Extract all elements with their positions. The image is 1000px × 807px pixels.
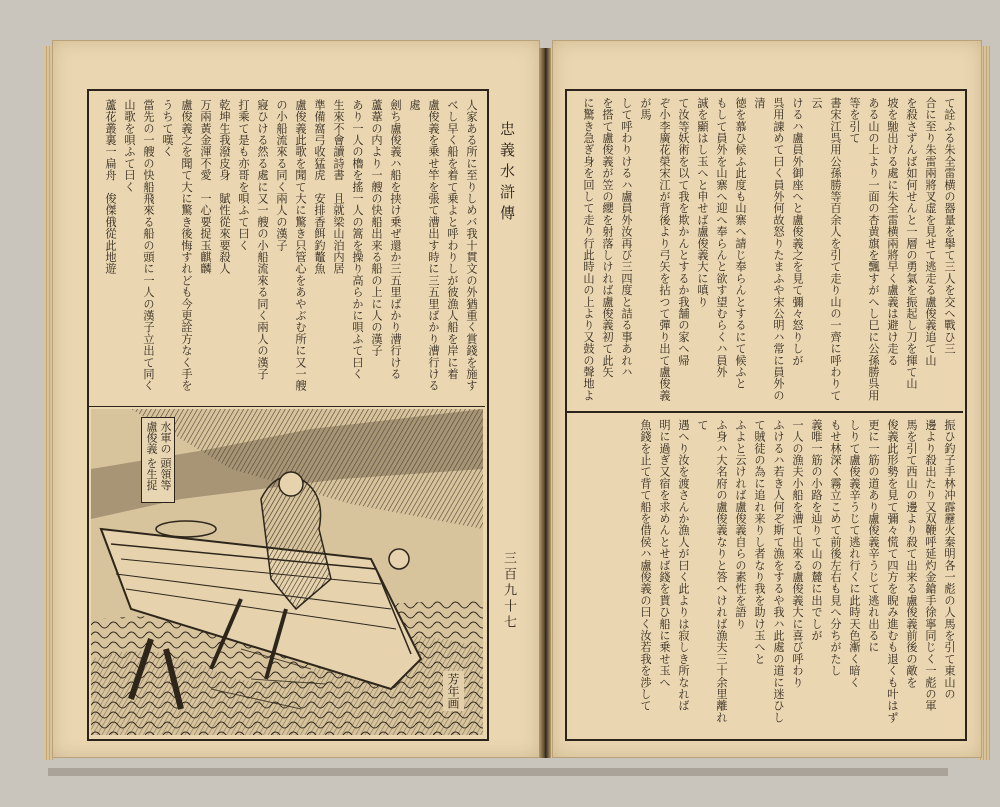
text-column: 當先の一艘の快船飛來る船の頭に一人の漢子立出て同く <box>142 99 155 392</box>
artist-signature: 芳年画 <box>443 671 464 711</box>
text-column: 盧俊義之を聞て大に驚き後悔すれども今更詮方なく手をうちて嘆く <box>161 99 193 392</box>
text-column: 劍ち盧俊義ハ船を挟け乗ぜ還か三五里ばかり漕行ける <box>389 99 402 380</box>
text-column: あり一人の櫓を搖一人の篙を操り高らかに唄ふて曰く <box>351 99 364 380</box>
text-column: 盧俊義此歌を聞て大に驚き只管心をあやぶむ所に又一艘の小船流來る同く兩人の漢子 <box>275 99 307 392</box>
text-column: して呼わりけるハ盧員外汝再び三四度と詰る事あれハ <box>620 97 633 378</box>
text-column: 一人の漁夫小船を漕て出來る盧俊義大に喜び呼わり <box>791 419 804 689</box>
open-book <box>42 40 956 770</box>
text-column: 徳を慕ひ候ふ此度も山寨へ請じ奉らんとするにて候ふと <box>734 97 747 390</box>
running-title: 忠義水滸傳 <box>498 121 516 226</box>
text-column: 生來不會讀詩書 且就梁山泊内居 <box>332 99 345 275</box>
text-column: 更に一筋の道あり盧俊義辛うじて逃れ出るに <box>867 419 880 653</box>
text-column: 坡を馳出ける處に朱全雷横兩將早く盧義は避け走る <box>886 97 899 367</box>
text-column: 乾坤生我潑皮身 賦性從來要殺人 <box>218 99 231 275</box>
text-column: ふ身ハ大名府の盧俊義なりと答へければ漁夫三十余里離れて <box>696 419 728 724</box>
text-column: 俊義此形勢を見て彌々慌て四方を睨み進むも退くも叶はず <box>886 419 899 724</box>
text-column: もして員外を山寨へ迎へ奉らんと欲す望むらくハ員外 <box>715 97 728 378</box>
caption-line: 水軍の <box>159 421 172 454</box>
right-upper-text <box>571 97 959 405</box>
caption-line: 頭領等 <box>159 457 172 491</box>
text-column: 呉用諌めて曰く員外何故怒りたまふや宋公明ハ常に員外の清 <box>753 97 785 402</box>
text-column: 遇へり汝を渡さんか漁人が曰く此よりは寂しき所なれば <box>677 419 690 712</box>
text-column: て汝等妖術を以て我を欺かんとするか我舗の家へ帰 <box>677 97 690 367</box>
text-column: 振ひ釣子手林冲霹靂火秦明各一彪の人馬を引て東山の <box>943 419 956 700</box>
text-column: て詮ふる朱全雷横の器量を擧て三人を交へ戰ひ三 <box>943 97 956 355</box>
caption-line: を生捉 <box>145 457 158 491</box>
text-column: 合に至り朱雷兩將叉虚を見せて逃走る盧俊義追て山 <box>924 97 937 367</box>
text-column: を殺さずんば如何せんと一層の勇氣を振起し刀を揮て山 <box>905 97 918 390</box>
page-number: 三百九十七 <box>501 551 516 631</box>
illustration-top-rule <box>89 406 485 407</box>
text-column: て賊徒の為に追れ来りし者なり我を助け玉へと <box>753 419 766 665</box>
right-lower-text <box>571 419 959 731</box>
text-column: しりて盧俊義辛うじて逃れ行くに此時天色漸く暗く <box>848 419 861 689</box>
illustration-caption <box>141 417 175 503</box>
text-column: を搭て盧俊義が笠の纓を射落しければ盧俊義初て此矢 <box>601 97 614 378</box>
text-column: 魚錢を止て背て船を借侯ハ盧俊義の曰く汝若我を渉して <box>639 419 652 712</box>
text-column: 義唯一筋の小路を辿りて山の麓に出でしが <box>810 419 823 642</box>
right-page <box>552 40 982 758</box>
text-column: けるハ盧員外御座へと盧俊義之を見て彌々怒りしが <box>791 97 804 367</box>
text-column: に驚き急ぎ身を回して走り行此時山の上より又鼓の聲地よ <box>582 97 595 402</box>
section-divider <box>567 411 963 413</box>
text-column: ふよと云ければ盧俊義自らの素性を語り <box>734 419 747 630</box>
text-column: ふけるハ若き人何ぞ斯て漁をするや我ハ此處の道に迷ひし <box>772 419 785 724</box>
text-column: ぞ小李廣花榮宋江が背後より弓矢を拈つて彈り出て盧俊義が馬 <box>639 97 671 402</box>
text-column: 人家ある所に至りしめバ我十貫文の外猶重く賞錢を施す <box>465 99 478 392</box>
text-column: もせ林深く霧立こめて前後左右も見へ分ちがたし <box>829 419 842 677</box>
text-column: 明に過ぎ又宿を求めんとせば錢を貰ひ船に乗せ玉へ <box>658 419 671 689</box>
text-column: ある山の上より一面の杏黄旗を飄すがへし巳に公孫勝呉用等を引て <box>848 97 880 402</box>
text-column: べし早く船を着て乗よと呼わりしが彼漁人船を岸に着 <box>446 99 459 380</box>
left-page <box>52 40 540 758</box>
text-column: 邊より殺出たり又双鞭呼延灼金鎗手徐寧同じく一彪の軍 <box>924 419 937 712</box>
woodblock-illustration <box>91 409 483 735</box>
left-main-text <box>93 99 481 399</box>
text-column: 馬を引て西山の邊より殺て出来る盧俊義前後の敵を <box>905 419 918 689</box>
text-column: 誠を顯はし玉へと申せば盧俊義大に嗔り <box>696 97 709 308</box>
text-column: 寢ひける然る處に又一艘の小船流來る同く兩人の漢子 <box>256 99 269 380</box>
text-column: 山歌を唄ふて曰く <box>123 99 136 193</box>
text-column: 書宋江呉用公孫勝等百余人を引て走り山の一齊に呼わりて云 <box>810 97 842 402</box>
text-column: 準備窩弓收猛虎 安排香餌釣鼇魚 <box>313 99 326 275</box>
text-column: 打乘て是も亦哥を唄ふて曰く <box>237 99 250 252</box>
text-column: 万兩黃金渾不愛 一心要捉玉麒麟 <box>199 99 212 275</box>
book-spine <box>539 48 551 758</box>
text-column: 蘆葦の内より一艘の快船出来る船の上に人の漢子 <box>370 99 383 357</box>
caption-line: 盧俊義 <box>145 421 158 454</box>
text-column: 蘆花叢裏一扁舟 俊傑俄從此地遊 <box>104 99 117 275</box>
text-column: 盧俊義を乗せ竿を張て漕出す時に三五里ばかり漕行ける處 <box>408 99 440 392</box>
